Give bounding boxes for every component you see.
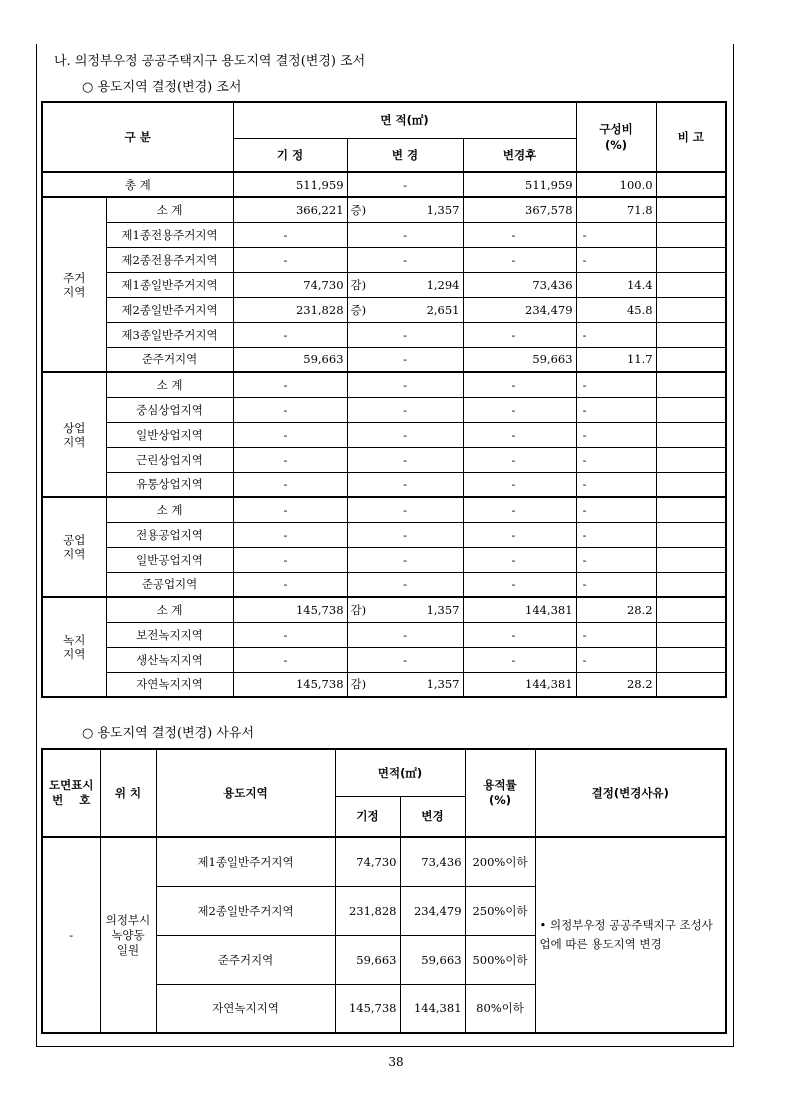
cell-existing: 59,663 [233, 347, 347, 372]
header-map-number-line1: 도면표시 [49, 778, 94, 792]
cell-remarks [656, 322, 726, 347]
cell-change: - [347, 247, 463, 272]
cell-after: - [463, 622, 576, 647]
far-cell: 500%이하 [465, 935, 535, 984]
cell-after: 59,663 [463, 347, 576, 372]
cell-ratio: - [576, 397, 656, 422]
existing-cell: 59,663 [335, 935, 400, 984]
cell-change: - [347, 447, 463, 472]
cell-after: - [463, 372, 576, 397]
cell-remarks [656, 672, 726, 697]
change-cell: 73,436 [400, 837, 465, 886]
table-row [42, 497, 726, 522]
row-label: 전용공업지역 [106, 522, 233, 547]
cell-existing: - [233, 222, 347, 247]
cell-remarks [656, 597, 726, 622]
cell-change: 1,357 [383, 597, 463, 622]
cell-after: - [463, 397, 576, 422]
cell-ratio: - [576, 522, 656, 547]
cell-remarks [656, 197, 726, 222]
group-label-line2: 지역 [63, 284, 86, 299]
row-label: 소 계 [106, 497, 233, 522]
cell-change: - [347, 322, 463, 347]
cell-ratio: - [576, 422, 656, 447]
cell-remarks [656, 447, 726, 472]
cell-change: - [347, 472, 463, 497]
cell-after: 144,381 [463, 672, 576, 697]
cell-after: - [463, 447, 576, 472]
row-label: 일반공업지역 [106, 547, 233, 572]
cell-change: 2,651 [383, 297, 463, 322]
table-row [42, 547, 726, 572]
total-ratio: 100.0 [576, 172, 656, 197]
cell-after: - [463, 522, 576, 547]
table-row [42, 472, 726, 497]
cell-ratio: - [576, 372, 656, 397]
table-row [42, 447, 726, 472]
table-row [42, 197, 726, 222]
row-label: 근린상업지역 [106, 447, 233, 472]
row-label: 소 계 [106, 197, 233, 222]
table-row [42, 222, 726, 247]
total-after: 511,959 [463, 172, 576, 197]
change-cell: 234,479 [400, 886, 465, 935]
cell-after: - [463, 422, 576, 447]
cell-ratio: - [576, 222, 656, 247]
cell-after: 144,381 [463, 597, 576, 622]
cell-after: 73,436 [463, 272, 576, 297]
table-row [42, 247, 726, 272]
cell-ratio: 28.2 [576, 672, 656, 697]
group-label-line2: 지역 [63, 434, 86, 449]
far-cell: 80%이하 [465, 984, 535, 1033]
cell-change-sign: 증) [347, 297, 383, 322]
cell-existing: - [233, 372, 347, 397]
header-area2: 면적(㎡) [335, 749, 465, 796]
cell-ratio: 45.8 [576, 297, 656, 322]
header-existing: 기 정 [233, 138, 347, 172]
table-row [42, 647, 726, 672]
cell-remarks [656, 347, 726, 372]
cell-existing: 231,828 [233, 297, 347, 322]
header-far [465, 749, 535, 837]
row-label: 준주거지역 [106, 347, 233, 372]
group-label-line1: 녹지 [63, 633, 86, 647]
cell-remarks [656, 647, 726, 672]
zone-cell: 준주거지역 [156, 935, 335, 984]
cell-change: - [347, 222, 463, 247]
cell-existing: - [233, 497, 347, 522]
header-map-number [42, 749, 100, 837]
cell-after: 234,479 [463, 297, 576, 322]
location-line2: 녹양동 [111, 927, 145, 942]
header-change2: 변경 [400, 796, 465, 837]
header-location: 위 치 [100, 749, 156, 837]
table-row [42, 572, 726, 597]
row-label: 보전녹지지역 [106, 622, 233, 647]
cell-existing: - [233, 472, 347, 497]
location-line3: 일원 [116, 942, 140, 957]
row-label: 제2종일반주거지역 [106, 297, 233, 322]
table-row [42, 322, 726, 347]
change-cell: 144,381 [400, 984, 465, 1033]
table-row [42, 622, 726, 647]
reason-cell: • 의정부우정 공공주택지구 조성사업에 따른 용도지역 변경 [535, 837, 726, 1033]
cell-remarks [656, 372, 726, 397]
cell-change-sign: 감) [347, 597, 383, 622]
cell-ratio: - [576, 622, 656, 647]
cell-ratio: 14.4 [576, 272, 656, 297]
location-line1: 의정부시 [105, 912, 151, 927]
page-number: 38 [388, 1055, 404, 1069]
cell-ratio: - [576, 647, 656, 672]
cell-existing: - [233, 622, 347, 647]
header-existing2: 기정 [335, 796, 400, 837]
cell-change: 1,357 [383, 197, 463, 222]
cell-ratio: 71.8 [576, 197, 656, 222]
cell-existing: - [233, 547, 347, 572]
row-label: 소 계 [106, 372, 233, 397]
header-change: 변 경 [347, 138, 463, 172]
cell-change: - [347, 347, 463, 372]
table-row [42, 672, 726, 697]
row-label: 제2종전용주거지역 [106, 247, 233, 272]
cell-ratio: - [576, 497, 656, 522]
cell-ratio: - [576, 547, 656, 572]
group-label [42, 497, 106, 597]
group-label-line2: 지역 [63, 647, 86, 661]
cell-remarks [656, 222, 726, 247]
header-zone: 용도지역 [156, 749, 335, 837]
cell-change: - [347, 622, 463, 647]
row-label: 중심상업지역 [106, 397, 233, 422]
group-label [42, 197, 106, 372]
header-ratio [576, 102, 656, 172]
cell-after: - [463, 247, 576, 272]
cell-change: - [347, 522, 463, 547]
location-cell [100, 837, 156, 1033]
cell-after: - [463, 322, 576, 347]
zone-cell: 제1종일반주거지역 [156, 837, 335, 886]
cell-change-sign: 감) [347, 672, 383, 697]
group-label-line1: 공업 [63, 533, 86, 547]
cell-existing: 74,730 [233, 272, 347, 297]
cell-existing: - [233, 422, 347, 447]
header-after: 변경후 [463, 138, 576, 172]
row-label: 유통상업지역 [106, 472, 233, 497]
zone-cell: 제2종일반주거지역 [156, 886, 335, 935]
cell-after: - [463, 497, 576, 522]
table-row [42, 422, 726, 447]
cell-existing: 145,738 [233, 672, 347, 697]
total-existing: 511,959 [233, 172, 347, 197]
row-label: 제1종일반주거지역 [106, 272, 233, 297]
group-label [42, 597, 106, 697]
cell-after: - [463, 222, 576, 247]
cell-remarks [656, 622, 726, 647]
cell-after: - [463, 647, 576, 672]
cell-existing: - [233, 522, 347, 547]
cell-change: - [347, 422, 463, 447]
zone-cell: 자연녹지지역 [156, 984, 335, 1033]
row-label: 소 계 [106, 597, 233, 622]
cell-existing: - [233, 322, 347, 347]
cell-existing: 366,221 [233, 197, 347, 222]
cell-remarks [656, 547, 726, 572]
cell-ratio: - [576, 572, 656, 597]
header-ratio-line1: 구성비 [599, 122, 633, 136]
cell-ratio: - [576, 322, 656, 347]
cell-change: - [347, 547, 463, 572]
cell-remarks [656, 522, 726, 547]
cell-change: 1,357 [383, 672, 463, 697]
cell-remarks [656, 297, 726, 322]
group-label-line2: 지역 [63, 547, 86, 561]
existing-cell: 231,828 [335, 886, 400, 935]
table-row [42, 372, 726, 397]
far-cell: 250%이하 [465, 886, 535, 935]
row-label: 일반상업지역 [106, 422, 233, 447]
table-row [42, 272, 726, 297]
header-reason: 결정(변경사유) [535, 749, 726, 837]
total-change: - [347, 172, 463, 197]
zoning-decision-table [41, 101, 727, 698]
far-cell: 200%이하 [465, 837, 535, 886]
cell-remarks [656, 472, 726, 497]
group-label-line1: 주거 [63, 270, 86, 285]
cell-existing: - [233, 447, 347, 472]
zoning-reason-table [41, 748, 727, 1034]
row-label: 생산녹지지역 [106, 647, 233, 672]
table-row [42, 297, 726, 322]
cell-change-sign: 증) [347, 197, 383, 222]
header-far-line1: 용적률 [483, 778, 517, 792]
group-label-line1: 상업 [63, 420, 86, 435]
cell-remarks [656, 572, 726, 597]
cell-change: - [347, 497, 463, 522]
cell-ratio: - [576, 472, 656, 497]
cell-existing: - [233, 247, 347, 272]
cell-ratio: 28.2 [576, 597, 656, 622]
table-row [42, 397, 726, 422]
cell-change: - [347, 647, 463, 672]
cell-change: - [347, 397, 463, 422]
group-label [42, 372, 106, 497]
cell-ratio: 11.7 [576, 347, 656, 372]
section-title: 나. 의정부우정 공공주택지구 용도지역 결정(변경) 조서 [54, 54, 366, 69]
cell-ratio: - [576, 447, 656, 472]
cell-existing: - [233, 647, 347, 672]
cell-existing: 145,738 [233, 597, 347, 622]
row-label: 제3종일반주거지역 [106, 322, 233, 347]
header-area: 면 적(㎡) [233, 102, 576, 138]
cell-after: 367,578 [463, 197, 576, 222]
cell-existing: - [233, 397, 347, 422]
header-division: 구 분 [42, 102, 233, 172]
cell-remarks [656, 497, 726, 522]
existing-cell: 74,730 [335, 837, 400, 886]
cell-after: - [463, 472, 576, 497]
row-label: 준공업지역 [106, 572, 233, 597]
cell-remarks [656, 247, 726, 272]
cell-after: - [463, 547, 576, 572]
table-row [42, 837, 726, 886]
cell-remarks [656, 422, 726, 447]
change-cell: 59,663 [400, 935, 465, 984]
header-map-number-line2: 번 호 [52, 793, 91, 807]
cell-change-sign: 감) [347, 272, 383, 297]
table-row [42, 597, 726, 622]
row-label: 자연녹지지역 [106, 672, 233, 697]
cell-after: - [463, 572, 576, 597]
existing-cell: 145,738 [335, 984, 400, 1033]
cell-existing: - [233, 572, 347, 597]
table-row [42, 522, 726, 547]
total-remarks [656, 172, 726, 197]
cell-change: - [347, 572, 463, 597]
total-label: 총 계 [42, 172, 233, 197]
header-far-line2: (%) [488, 793, 512, 807]
subsection-title-decision: ○ 용도지역 결정(변경) 조서 [82, 80, 242, 95]
map-number: - [42, 837, 100, 1033]
table-row [42, 347, 726, 372]
cell-change: 1,294 [383, 272, 463, 297]
cell-remarks [656, 272, 726, 297]
header-remarks: 비 고 [656, 102, 726, 172]
header-ratio-line2: (%) [605, 138, 628, 152]
cell-change: - [347, 372, 463, 397]
row-label: 제1종전용주거지역 [106, 222, 233, 247]
cell-remarks [656, 397, 726, 422]
subsection-title-reason: ○ 용도지역 결정(변경) 사유서 [82, 726, 255, 741]
total-row [42, 172, 726, 197]
cell-ratio: - [576, 247, 656, 272]
